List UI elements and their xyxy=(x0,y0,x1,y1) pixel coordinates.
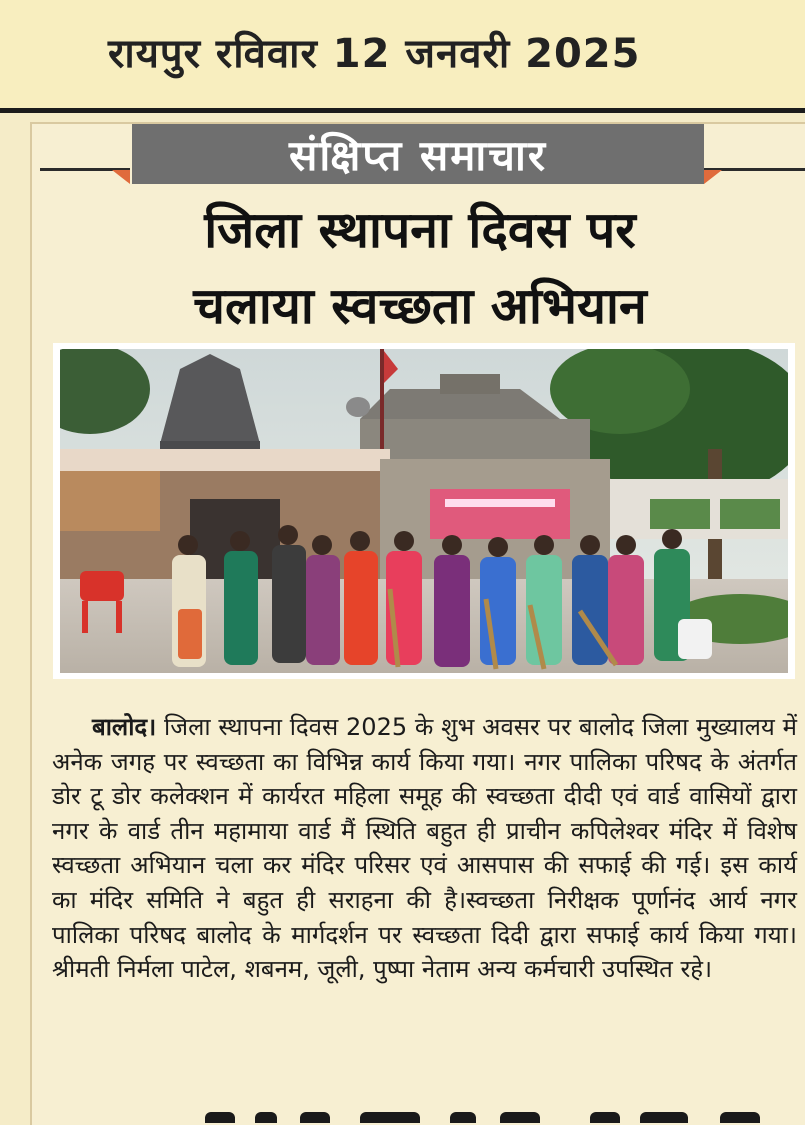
headline-line-2: चलाया स्वच्छता अभियान xyxy=(193,277,647,335)
section-accent-right xyxy=(704,170,722,184)
news-photo xyxy=(53,343,795,679)
group-photo-illustration xyxy=(60,349,788,673)
next-headline-cutoff xyxy=(30,1108,805,1123)
masthead-bar xyxy=(0,0,805,113)
section-title: संक्षिप्त समाचार xyxy=(132,124,704,184)
article-body xyxy=(52,710,797,987)
article-location: बालोद। xyxy=(92,713,157,741)
headline-line-1: जिला स्थापना दिवस पर xyxy=(204,201,636,259)
section-accent-left xyxy=(112,170,130,184)
article-body-text: जिला स्थापना दिवस 2025 के शुभ अवसर पर बालोद जिला मुख्यालय में अनेक जगह पर स्वच्छता का विभिन्न कार्य किया गया। नगर पालिका परिषद के अंतर्गत डोर टू डोर कलेक्शन में कार्यरत महिला समूह की स्वच्छता दीदी एवं वार्ड वासियों द्वारा नगर के वार्ड तीन महामाया वार्ड मैं स्थिति बहुत ही प्राचीन कपिलेश्वर मंदिर में विशेष स्वच्छता अभियान चला कर मंदिर परिसर एवं आसपास की सफाई की गई। इस कार्य का मंदिर समिति ने बहुत ही सराहना की है।स्वच्छता निरीक्षक पूर्णानंद आर्य नगर पालिका परिषद बालोद के मार्गदर्शन पर स्वच्छता दिदी द्वारा सफाई कार्य किया गया। श्रीमती निर्मला पाटेल, शबनम, जूली, पुष्पा नेताम अन्य कर्मचारी उपस्थित रहे। xyxy=(52,713,797,984)
masthead-dateline: रायपुर रविवार 12 जनवरी 2025 xyxy=(108,31,641,77)
